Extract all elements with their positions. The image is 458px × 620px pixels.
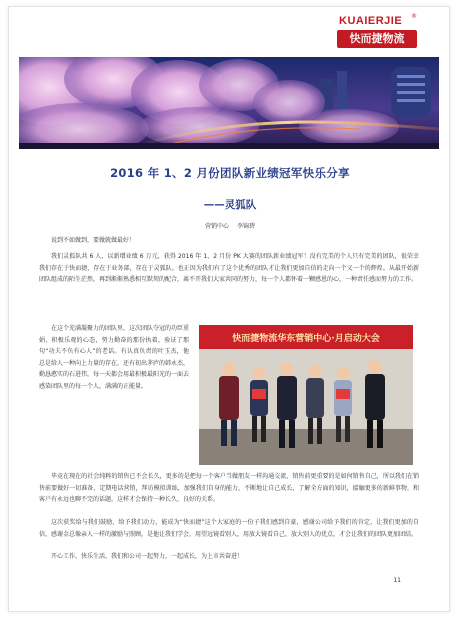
logo-registered-mark: ® (411, 13, 417, 20)
paragraph-1: 说到不如做到，要做就做最好！ (51, 237, 136, 244)
company-logo (337, 15, 419, 55)
photo-banner-text: 快而捷物流华东营销中心·月启动大会 (232, 334, 380, 344)
team-photo (199, 325, 413, 465)
banner-image (19, 57, 439, 149)
team-group-photo (199, 325, 413, 465)
paragraph-3: 在这个充满凝聚力的团队里，这次团队夺冠的功臣重娟，积极乐观的心态，努力勤奋的那份执着，验证了那句“功夫不负有心人”的老话。有认真负责的叶玉杰，他总是给人一种向上力量的存在，还有初出茅庐的韩永杰，勤恳憨实的石进伟，每一天都会用最积极最阳光的一面去感染团队里的每一个人，满满的正能量。 (39, 325, 190, 390)
logo-wordmark: KUAIERJIE (339, 15, 403, 27)
page-number: 11 (393, 577, 401, 584)
paragraph-6: 开心工作，快乐生活，我们和公司一起努力，一起成长，为上市共奋进！ (51, 553, 244, 560)
cherry-blossom-night-scene (19, 57, 439, 149)
document-page (8, 6, 450, 612)
logo-chinese-name: 快而捷物流 (337, 30, 417, 48)
paragraph-2: 我们灵狐队共 6 人，以新增业绩 6 万元，获得 2016 年 1、2 月份 PK 大赛的团队新业绩冠军！没有完美的个人只有完美的团队，很荣幸我们存在于快而捷，存在于业务部，存在于灵狐队。也正因为我们有了这个优秀的团队才让我们更加自信的走向一个又一个的辉煌。从最开始新团队组成的陌生茫然，再到渐渐熟悉相互默契的配合，离不开我们大家共同的努力，每一个人都怀着一颗感恩的心，一种责任感而努力的工作。 (39, 253, 419, 283)
article-title: 2016 年 1、2 月份团队新业绩冠军快乐分享 (110, 166, 350, 180)
paragraph-4: 毕竟在现在的社会纯粹的销售已不会长久，更多的是把每一个客户当做朋友一样沟通交流，销售前更重要的是如何销售自己，所以我们在销售前要做好一切准备，定期电话营销，拜访模拟训练，加强我们自身的能力，不断地让自己成长，了解全方面的知识，接触更多的新鲜事物，和客户有永远也聊不完的话题，这样才会保持一种长久、良好的关系。 (39, 473, 419, 503)
article-subtitle: ——灵狐队 (203, 199, 257, 211)
article-byline: 营销中心 李锦碧 (205, 223, 255, 230)
paragraph-5: 这次获奖给与我们鼓励，给予我们动力，能成为“快而捷”这个大家庭的一份子我们感到自豪，感谢公司给予我们的肯定，让我们更加的自信，感谢金总像亲人一样的激励与照顾，是他让我们学会，用望远镜看别人，用放大镜看自己，放大别人的优点，才会让我们的团队更加团结。 (39, 519, 419, 538)
